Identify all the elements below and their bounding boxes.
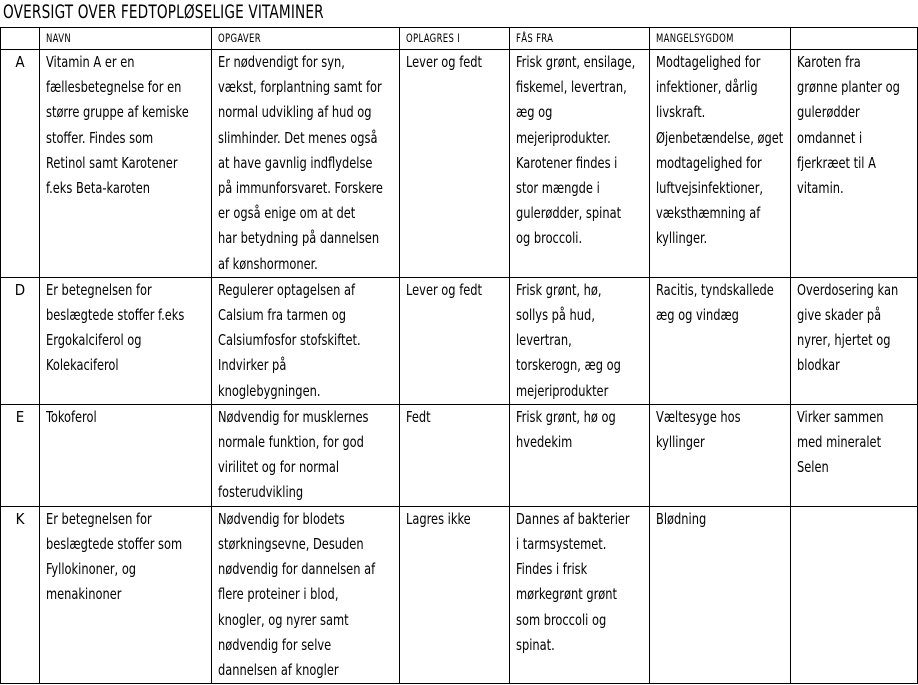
cell-text-line: mørkegrønt grønt [516,585,618,604]
cell-text-line: Racitis, tyndskallede [656,280,774,299]
cell-opgaver [212,404,400,506]
table-row [1,50,918,278]
cell-text-line: luftvejsinfektioner, [656,179,764,198]
cell-text-line: Selen [797,458,829,477]
cell-text-line: vækst, forplantning samt for [218,78,382,97]
table-header-row [1,28,918,50]
cell-text-line: æg og vindæg [656,306,739,325]
cell-text-line: Er betegnelsen for [46,509,152,528]
cell-text-line: Calsiumfosfor stofskiftet. [218,331,361,350]
cell-text-line: fosterudvikling [218,483,304,502]
cell-mangelsygdom [650,404,791,506]
header-cell-mangelsygdom: MANGELSYGDOM [650,28,791,50]
cell-note [791,277,918,404]
cell-faas-fra [510,277,650,404]
cell-text-line: Findes i frisk [516,560,588,579]
cell-text-line: vitamin. [797,179,844,198]
cell-text-line: Virker sammen [797,407,884,426]
cell-mangelsygdom [650,506,791,683]
cell-text-line: Calsium fra tarmen og [218,306,346,325]
cell-text-line: spinat. [516,635,555,654]
cell-text-line: torskerogn, æg og [516,356,621,375]
cell-text-line: er også enige om at det [218,204,356,223]
cell-text-line: Fedt [406,407,431,426]
cell-text-line: Ergokalciferol og [46,331,142,350]
cell-text-line: livskraft. [656,103,706,122]
header-cell-letter [1,28,40,50]
header-cell-navn: NAVN [40,28,212,50]
cell-note [791,506,918,683]
cell-text-line: stoffer. Findes som [46,128,154,147]
cell-navn [40,404,212,506]
cell-text-line: størkningsevne, Desuden [218,535,364,554]
cell-text-line: dannelsen af knogler [218,661,339,680]
cell-text-line: stor mængde i [516,179,600,198]
cell-text-line: give skader på [797,306,882,325]
cell-text-line: og broccoli. [516,229,583,248]
cell-text-line: æg og [516,103,553,122]
cell-text-line: Er betegnelsen for [46,280,152,299]
cell-faas-fra [510,404,650,506]
cell-text-line: som broccoli og [516,610,607,629]
vitamin-table [0,27,918,684]
cell-text-line: Karoten fra [797,53,861,71]
cell-text-line: Karotener findes i [516,153,618,172]
table-row [1,506,918,683]
cell-text-line: kyllinger. [656,229,708,248]
cell-text-line: Dannes af bakterier [516,509,630,528]
cell-navn [40,277,212,404]
cell-text-line: Væltesyge hos [656,407,741,426]
cell-text-line: Lever og fedt [406,280,483,299]
cell-text-line: infektioner, dårlig [656,78,758,97]
cell-text-line: omdannet i [797,128,863,147]
cell-text-line: Kolekaciferol [46,356,119,375]
cell-text-line: fjerkræet til A [797,153,876,172]
cell-text-line: i tarmsystemet. [516,535,607,554]
cell-text-line: større gruppe af kemiske [46,103,189,122]
cell-text-line: kyllinger [656,433,705,452]
cell-opgaver [212,277,400,404]
header-cell-faas-fra: FÅS FRA [510,28,650,50]
vitamin-letter: E [15,407,25,426]
cell-faas-fra [510,506,650,683]
cell-text-line: mejeriprodukter. [516,128,611,147]
cell-text-line: Tokoferol [46,407,97,426]
cell-vitamin-letter [1,50,40,278]
cell-text-line: Overdosering kan [797,280,899,299]
cell-text-line: Retinol samt Karotener [46,153,178,172]
document-title: OVERSIGT OVER FEDTOPLØSELIGE VITAMINER [3,2,324,23]
cell-text-line: Vitamin A er en [46,53,135,71]
cell-text-line: Lagres ikke [406,509,471,528]
header-cell-opgaver: OPGAVER [212,28,400,50]
cell-faas-fra [510,50,650,278]
cell-text-line: at have gavnlig indflydelse [218,153,373,172]
cell-oplagres [400,277,510,404]
cell-text-line: knogler, og nyrer samt [218,610,349,629]
cell-text-line: virilitet og for normal [218,458,340,477]
cell-note [791,404,918,506]
vitamin-letter: D [14,280,26,299]
cell-text-line: gulerødder [797,103,860,122]
vitamin-letter: A [15,53,25,71]
cell-text-line: slimhinder. Det menes også [218,128,378,147]
cell-text-line: væksthæmning af [656,204,761,223]
cell-navn [40,50,212,278]
cell-oplagres [400,50,510,278]
cell-text-line: menakinoner [46,585,122,604]
table-row [1,277,918,404]
cell-text-line: Frisk grønt, hø og [516,407,616,426]
cell-text-line: sollys på hud, [516,306,595,325]
cell-text-line: beslægtede stoffer som [46,535,183,554]
cell-text-line: på immunforsvaret. Forskere [218,179,383,198]
cell-text-line: normale funktion, for god [218,433,364,452]
cell-text-line: nødvendig for dannelsen af [218,560,376,579]
cell-text-line: gulerødder, spinat [516,204,622,223]
cell-note [791,50,918,278]
cell-text-line: nødvendig for selve [218,635,332,654]
cell-text-line: hvedekim [516,433,573,452]
table-row [1,404,918,506]
cell-text-line: grønne planter og [797,78,900,97]
cell-text-line: fællesbetegnelse for en [46,78,182,97]
cell-text-line: Lever og fedt [406,53,483,71]
cell-text-line: levertran, [516,331,572,350]
cell-text-line: mejeriprodukter [516,381,609,400]
cell-navn [40,506,212,683]
cell-text-line: Nødvendig for blodets [218,509,345,528]
header-cell-note [791,28,918,50]
cell-text-line: Er nødvendigt for syn, [218,53,345,71]
cell-text-line: Frisk grønt, hø, [516,280,602,299]
cell-text-line: f.eks Beta-karoten [46,179,151,198]
cell-opgaver [212,506,400,683]
cell-text-line: knoglebygningen. [218,381,321,400]
cell-text-line: Øjenbetændelse, øget [656,128,784,147]
cell-text-line: flere proteiner i blod, [218,585,339,604]
cell-mangelsygdom [650,277,791,404]
cell-text-line: Frisk grønt, ensilage, [516,53,636,71]
cell-text-line: af kønshormoner. [218,254,318,273]
cell-text-line: har betydning på dannelsen [218,229,380,248]
cell-text-line: Blødning [656,509,707,528]
cell-text-line: normal udvikling af hud og [218,103,372,122]
cell-text-line: nyrer, hjertet og [797,331,891,350]
vitamin-letter: K [15,509,25,528]
cell-opgaver [212,50,400,278]
cell-text-line: beslægtede stoffer f.eks [46,306,185,325]
cell-vitamin-letter [1,404,40,506]
cell-text-line: modtagelighed for [656,153,762,172]
cell-text-line: Indvirker på [218,356,287,375]
cell-text-line: blodkar [797,356,840,375]
cell-text-line: Nødvendig for musklernes [218,407,369,426]
cell-vitamin-letter [1,277,40,404]
cell-text-line: med mineralet [797,433,882,452]
cell-vitamin-letter [1,506,40,683]
cell-oplagres [400,506,510,683]
cell-text-line: Regulerer optagelsen af [218,280,356,299]
cell-mangelsygdom [650,50,791,278]
cell-oplagres [400,404,510,506]
header-cell-oplagres: OPLAGRES I [400,28,510,50]
cell-text-line: fiskemel, levertran, [516,78,627,97]
cell-text-line: Fyllokinoner, og [46,560,137,579]
cell-text-line: Modtagelighed for [656,53,761,71]
